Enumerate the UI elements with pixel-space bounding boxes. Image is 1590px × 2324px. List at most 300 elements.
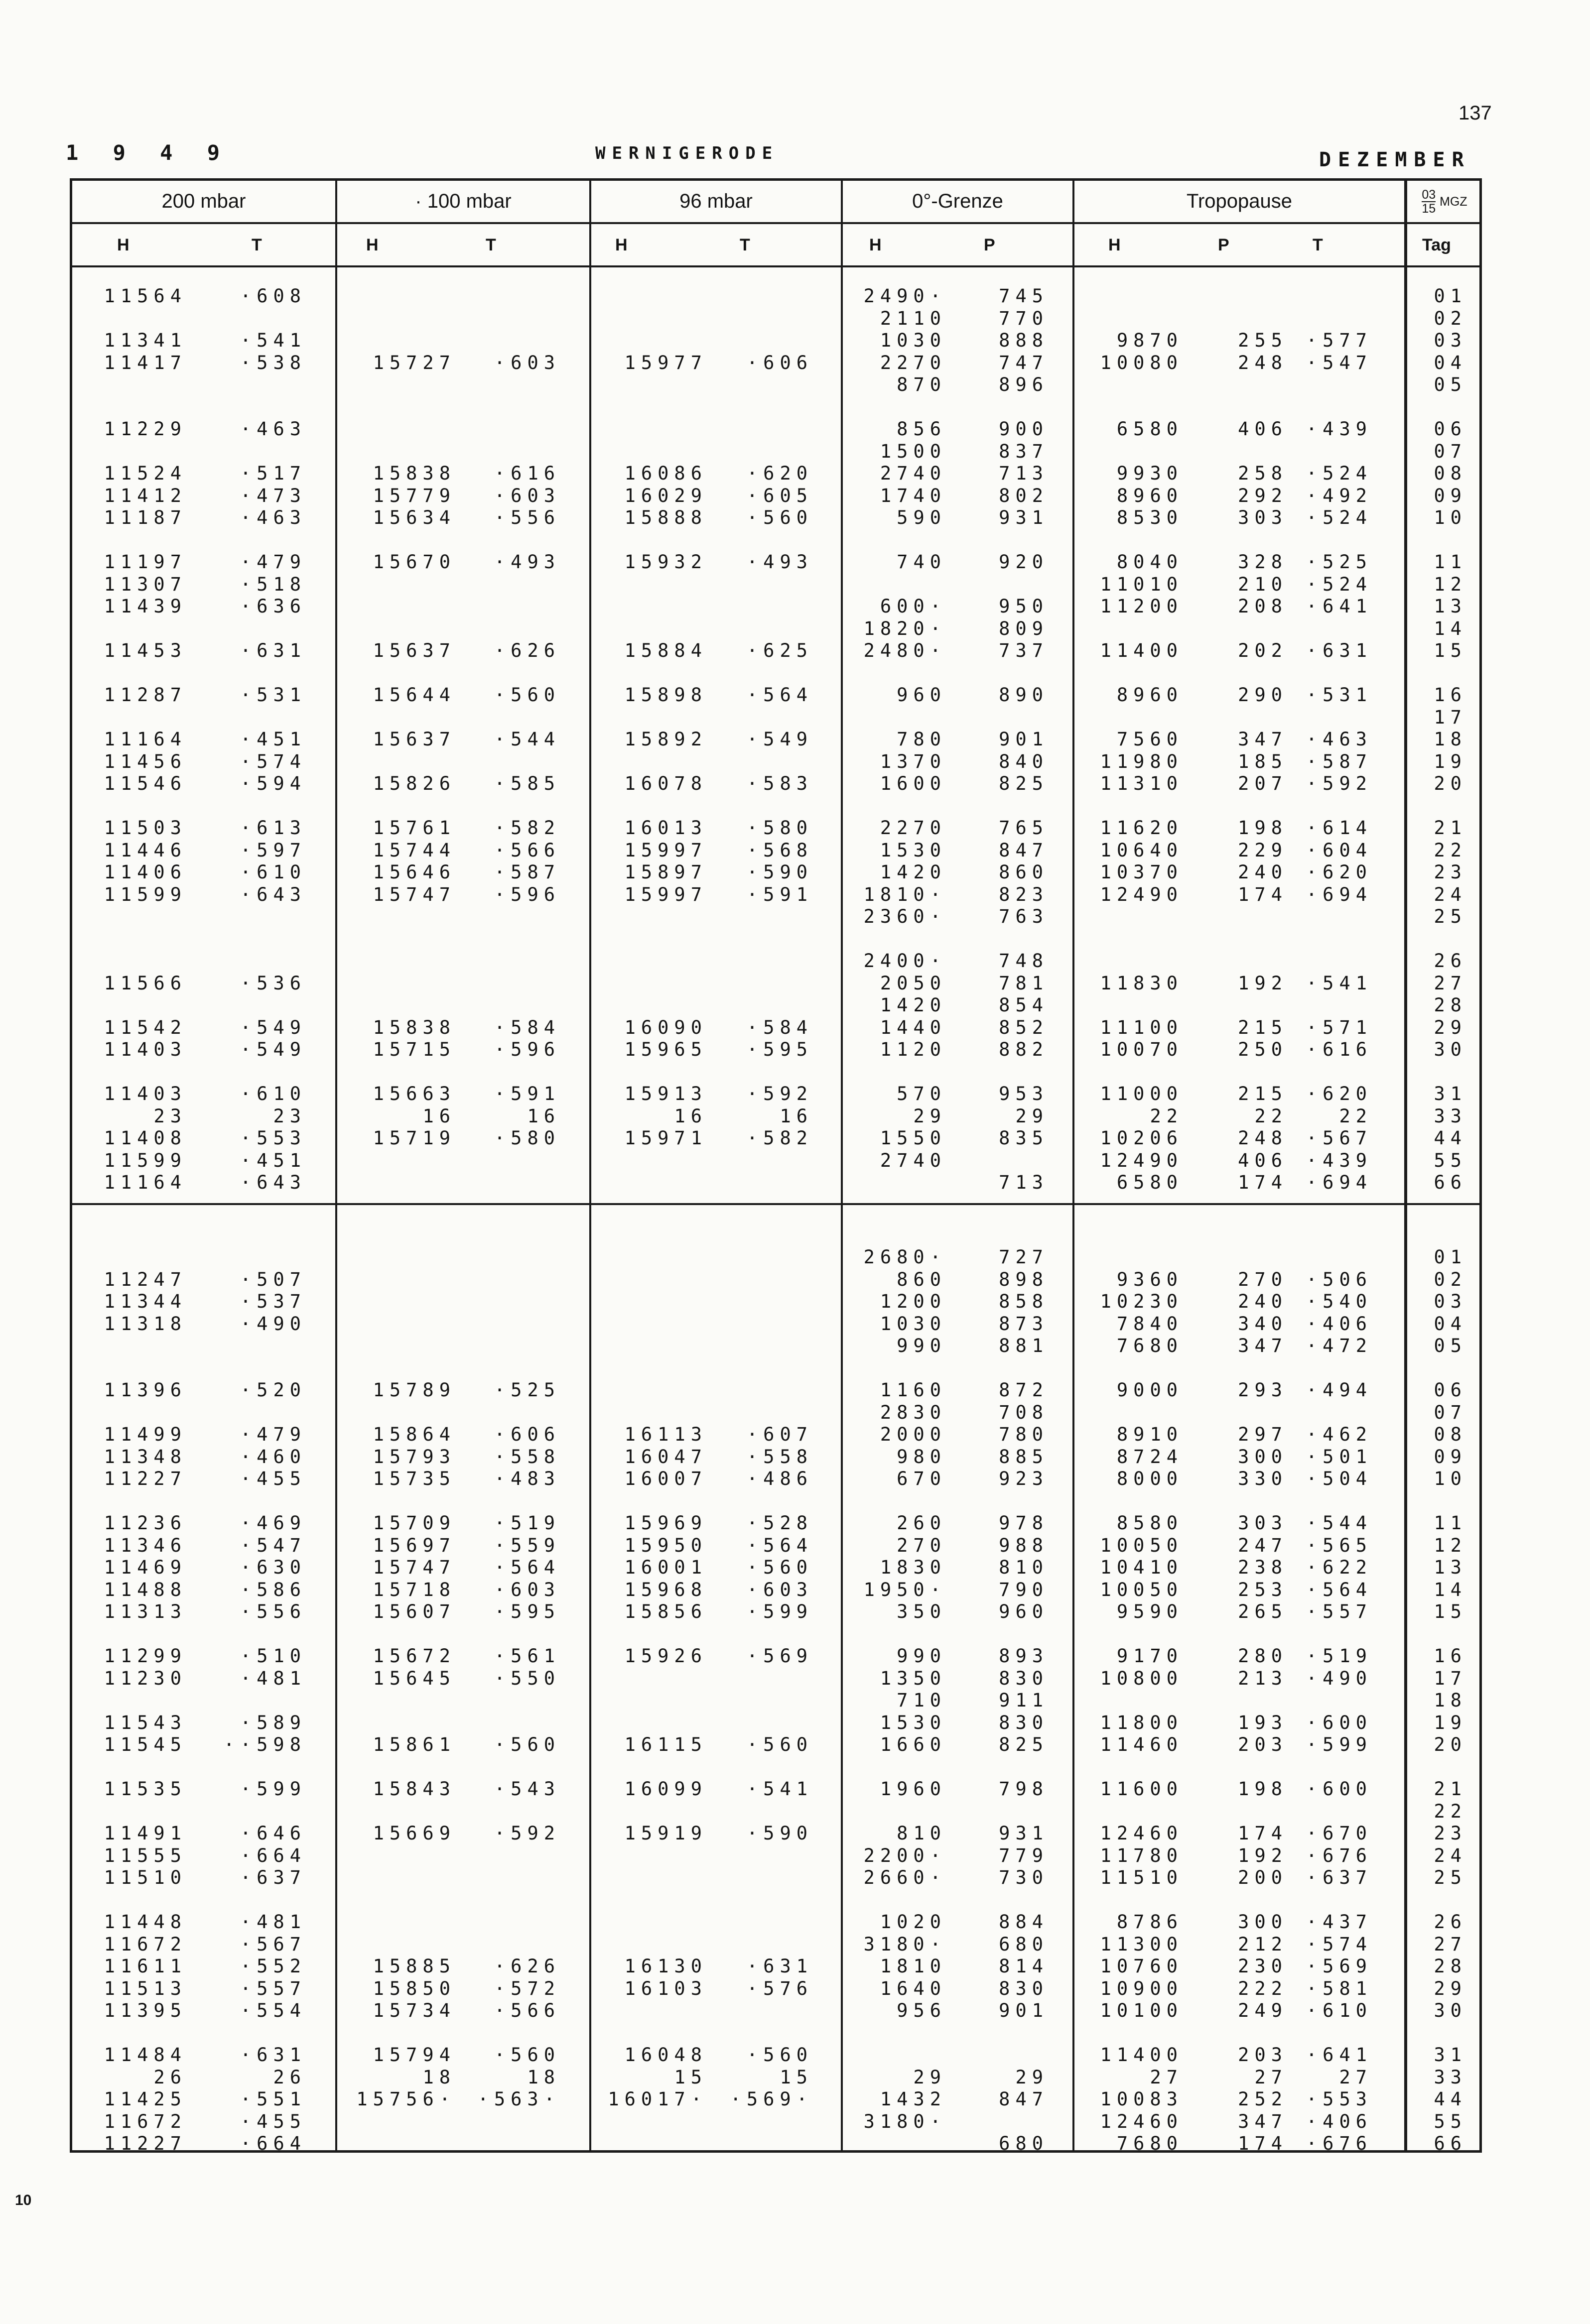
table-cell: ·525 (1306, 551, 1372, 573)
day-cell: 26 (1434, 1911, 1467, 1933)
table-cell: ·543 (494, 1778, 560, 1800)
table-cell: 11000 (1100, 1083, 1183, 1104)
table-cell: 11564 (104, 285, 187, 307)
table-cell: ·574 (240, 751, 306, 772)
table-cell: 745 (999, 285, 1049, 307)
day-cell: 03 (1434, 330, 1467, 351)
table-cell: 770 (999, 308, 1049, 329)
subheader-2: H (366, 236, 379, 254)
table-cell: ·631 (746, 1956, 813, 1977)
table-cell: 881 (999, 1335, 1049, 1356)
table-cell: ·643 (240, 1172, 306, 1193)
table-cell: 1500 (880, 441, 946, 462)
table-cell: 16001 (624, 1557, 707, 1578)
table-row (72, 330, 1479, 352)
table-cell: ·558 (746, 1446, 813, 1468)
subheader-5: T (740, 236, 750, 254)
table-cell: 2830 (880, 1402, 946, 1423)
table-cell: ·616 (494, 463, 560, 484)
table-cell: 1950· (863, 1579, 946, 1600)
table-cell: ·599 (1306, 1734, 1372, 1755)
table-row (72, 1668, 1479, 1690)
table-cell: ·614 (1306, 817, 1372, 839)
table-cell: ·596 (494, 1039, 560, 1060)
table-cell: 590 (897, 507, 946, 528)
table-cell: ·494 (1306, 1379, 1372, 1401)
table-cell: 11439 (104, 596, 187, 617)
table-cell: ·490 (240, 1313, 306, 1335)
table-row (72, 2000, 1479, 2022)
table-cell: 16113 (624, 1424, 707, 1445)
table-cell: 978 (999, 1512, 1049, 1534)
table-cell: 11456 (104, 751, 187, 772)
table-cell: ·560 (746, 1557, 813, 1578)
table-row (72, 1105, 1479, 1127)
table-cell: 15856 (624, 1601, 707, 1622)
table-cell: 1530 (880, 840, 946, 861)
table-cell: 11403 (104, 1083, 187, 1104)
table-cell: 810 (897, 1823, 946, 1844)
subheader-6: H (869, 236, 882, 254)
table-cell: 920 (999, 551, 1049, 573)
table-cell: ·563· (477, 2088, 560, 2110)
table-cell: 15644 (373, 684, 456, 706)
table-cell: 15892 (624, 729, 707, 750)
table-cell: 2480· (863, 640, 946, 661)
table-cell: ·520 (240, 1379, 306, 1401)
table-cell: ·463 (240, 507, 306, 528)
day-cell: 19 (1434, 1712, 1467, 1733)
table-cell: 406 (1238, 1150, 1288, 1171)
table-cell: ·576 (746, 1978, 813, 1999)
table-cell: 1350 (880, 1668, 946, 1689)
table-cell: 860 (999, 861, 1049, 883)
table-cell: ·592 (1306, 773, 1372, 794)
table-row (72, 1867, 1479, 1889)
table-cell: 11408 (104, 1127, 187, 1149)
table-cell: 9590 (1116, 1601, 1183, 1622)
table-cell: ·439 (1306, 418, 1372, 440)
table-cell: ·569· (730, 2088, 813, 2110)
table-cell: 215 (1238, 1017, 1288, 1038)
table-cell: 11448 (104, 1911, 187, 1933)
table-cell: 15637 (373, 640, 456, 661)
table-cell: 953 (999, 1083, 1049, 1104)
table-row (72, 1579, 1479, 1601)
table-cell: 893 (999, 1645, 1049, 1667)
table-cell: 247 (1238, 1535, 1288, 1556)
subheader-9: P (1218, 236, 1229, 254)
day-cell: 24 (1434, 884, 1467, 905)
table-cell: 8960 (1116, 485, 1183, 506)
table-cell: 11611 (104, 1956, 187, 1977)
day-cell: 08 (1434, 463, 1467, 484)
table-row (72, 1083, 1479, 1105)
day-cell: 44 (1434, 1127, 1467, 1149)
table-cell: ·567 (240, 1934, 306, 1955)
mgz-frac-top: 03 (1422, 187, 1436, 202)
day-cell: 16 (1434, 684, 1467, 706)
table-cell: 15898 (624, 684, 707, 706)
year-label: 1 9 4 9 (66, 140, 231, 165)
table-cell: 222 (1238, 1978, 1288, 1999)
table-cell: 780 (999, 1424, 1049, 1445)
table-cell: 212 (1238, 1934, 1288, 1955)
table-cell: ·560 (746, 1734, 813, 1755)
table-row (72, 1335, 1479, 1357)
table-cell: ·550 (494, 1668, 560, 1689)
table-cell: 11400 (1100, 640, 1183, 661)
table-cell: 290 (1238, 684, 1288, 706)
table-cell: 830 (999, 1978, 1049, 1999)
table-cell: 810 (999, 1557, 1049, 1578)
table-cell: 570 (897, 1083, 946, 1104)
subheader-11: Tag (1422, 236, 1451, 254)
table-cell: ·506 (1306, 1269, 1372, 1290)
table-cell: 2050 (880, 973, 946, 994)
table-cell: 210 (1238, 574, 1288, 595)
table-cell: 11513 (104, 1978, 187, 1999)
table-cell: ·541 (240, 330, 306, 351)
table-cell: 347 (1238, 2111, 1288, 2132)
table-cell: ·582 (494, 817, 560, 839)
table-cell: 823 (999, 884, 1049, 905)
table-cell: 16029 (624, 485, 707, 506)
table-cell: 11187 (104, 507, 187, 528)
table-cell: ·556 (240, 1601, 306, 1622)
table-cell: ·646 (240, 1823, 306, 1844)
day-cell: 13 (1434, 1557, 1467, 1578)
table-cell: ·599 (746, 1601, 813, 1622)
table-cell: ·479 (240, 551, 306, 573)
table-cell: 1440 (880, 1017, 946, 1038)
table-cell: ·565 (1306, 1535, 1372, 1556)
table-cell: 713 (999, 463, 1049, 484)
table-cell: 15997 (624, 840, 707, 861)
header-0-grenze: 0°-Grenze (912, 190, 1003, 212)
table-row (72, 840, 1479, 861)
table-cell: 11229 (104, 418, 187, 440)
table-cell: 856 (897, 418, 946, 440)
table-cell: 3180· (863, 1934, 946, 1955)
table-cell: 22 (1254, 1105, 1288, 1127)
table-cell: ·631 (240, 2044, 306, 2066)
table-cell: 747 (999, 352, 1049, 373)
table-cell: ·637 (240, 1867, 306, 1888)
table-cell: 340 (1238, 1313, 1288, 1335)
table-cell: 1640 (880, 1978, 946, 1999)
table-cell: ·406 (1306, 2111, 1372, 2132)
table-cell: 740 (897, 551, 946, 573)
table-cell: ·590 (746, 1823, 813, 1844)
day-cell: 55 (1434, 1150, 1467, 1171)
table-cell: 11980 (1100, 751, 1183, 772)
table-cell: 713 (999, 1172, 1049, 1193)
table-cell: 15637 (373, 729, 456, 750)
table-cell: 15884 (624, 640, 707, 661)
table-cell: ·582 (746, 1127, 813, 1149)
table-cell: 2000 (880, 1424, 946, 1445)
table-cell: 2270 (880, 352, 946, 373)
table-cell: 174 (1238, 2133, 1288, 2154)
table-cell: 8000 (1116, 1468, 1183, 1489)
table-cell: ·600 (1306, 1712, 1372, 1733)
table-cell: 8040 (1116, 551, 1183, 573)
table-cell: 10050 (1100, 1535, 1183, 1556)
table-cell: 15747 (373, 884, 456, 905)
table-cell: 174 (1238, 884, 1288, 905)
table-cell: 15794 (373, 2044, 456, 2066)
table-cell: ·605 (746, 485, 813, 506)
table-cell: 207 (1238, 773, 1288, 794)
table-cell: ·557 (240, 1978, 306, 1999)
table-cell: 780 (897, 729, 946, 750)
table-cell: 858 (999, 1291, 1049, 1312)
day-cell: 13 (1434, 596, 1467, 617)
day-cell: 02 (1434, 1269, 1467, 1290)
table-cell: 15971 (624, 1127, 707, 1149)
table-cell: ·564 (746, 684, 813, 706)
table-cell: 7680 (1116, 1335, 1183, 1356)
table-cell: 18 (422, 2067, 456, 2088)
table-cell: 931 (999, 507, 1049, 528)
table-cell: ·603 (494, 485, 560, 506)
table-cell: ·583 (746, 773, 813, 794)
table-cell: ·451 (240, 729, 306, 750)
table-cell: ·599 (240, 1778, 306, 1800)
table-cell: 8960 (1116, 684, 1183, 706)
table-cell: 11417 (104, 352, 187, 373)
table-row (72, 2111, 1479, 2133)
day-cell: 44 (1434, 2088, 1467, 2110)
table-cell: ·590 (746, 861, 813, 883)
table-cell: ·517 (240, 463, 306, 484)
table-cell: 830 (999, 1668, 1049, 1689)
table-cell: 15735 (373, 1468, 456, 1489)
table-row (72, 729, 1479, 750)
table-cell: 16086 (624, 463, 707, 484)
table-cell: 11510 (1100, 1867, 1183, 1888)
table-cell: 956 (897, 2000, 946, 2021)
table-cell: 11543 (104, 1712, 187, 1733)
table-cell: 708 (999, 1402, 1049, 1423)
table-cell: 29 (913, 2067, 946, 2088)
day-cell: 66 (1434, 2133, 1467, 2154)
table-cell: 10100 (1100, 2000, 1183, 2021)
table-cell: 15965 (624, 1039, 707, 1060)
table-cell: 11566 (104, 973, 187, 994)
table-cell: 15715 (373, 1039, 456, 1060)
table-row (72, 817, 1479, 839)
table-cell: 11600 (1100, 1778, 1183, 1800)
day-cell: 25 (1434, 906, 1467, 927)
day-cell: 16 (1434, 1645, 1467, 1667)
day-cell: 20 (1434, 773, 1467, 794)
table-row (72, 1468, 1479, 1490)
table-cell: 10760 (1100, 1956, 1183, 1977)
table-cell: 814 (999, 1956, 1049, 1977)
table-cell: ·561 (494, 1645, 560, 1667)
day-cell: 21 (1434, 1778, 1467, 1800)
table-cell: 600· (880, 596, 946, 617)
table-cell: 23 (153, 1105, 187, 1127)
day-cell: 28 (1434, 1956, 1467, 1977)
table-cell: 15607 (373, 1601, 456, 1622)
table-cell: 680 (999, 1934, 1049, 1955)
table-cell: 270 (1238, 1269, 1288, 1290)
table-cell: 11287 (104, 684, 187, 706)
table-cell: ·584 (494, 1017, 560, 1038)
table-cell: ·592 (746, 1083, 813, 1104)
table-cell: ·641 (1306, 596, 1372, 617)
table-cell: 911 (999, 1690, 1049, 1711)
table-cell: 898 (999, 1269, 1049, 1290)
table-cell: 15968 (624, 1579, 707, 1600)
table-cell: 11318 (104, 1313, 187, 1335)
table-cell: 15838 (373, 1017, 456, 1038)
table-cell: ·572 (494, 1978, 560, 1999)
table-cell: ·597 (240, 840, 306, 861)
table-row (72, 2133, 1479, 2155)
table-cell: ·473 (240, 485, 306, 506)
table-row (72, 1424, 1479, 1446)
table-cell: 11672 (104, 1934, 187, 1955)
table-cell: 11535 (104, 1778, 187, 1800)
day-cell: 33 (1434, 1105, 1467, 1127)
table-cell: ·581 (1306, 1978, 1372, 1999)
table-row (72, 751, 1479, 773)
table-cell: 11227 (104, 1468, 187, 1489)
table-cell: 15761 (373, 817, 456, 839)
day-cell: 02 (1434, 308, 1467, 329)
day-cell: 30 (1434, 1039, 1467, 1060)
table-cell: 15734 (373, 2000, 456, 2021)
table-cell: ·626 (494, 1956, 560, 1977)
table-cell: 2360· (863, 906, 946, 927)
day-cell: 12 (1434, 1535, 1467, 1556)
table-cell: 1550 (880, 1127, 946, 1149)
table-row (72, 507, 1479, 529)
table-cell: 847 (999, 2088, 1049, 2110)
table-cell: 901 (999, 729, 1049, 750)
table-cell: 300 (1238, 1446, 1288, 1468)
table-cell: 11524 (104, 463, 187, 484)
table-cell: 280 (1238, 1645, 1288, 1667)
table-cell: 27 (1339, 2067, 1372, 2088)
table-cell: 7560 (1116, 729, 1183, 750)
table-cell: ·537 (240, 1291, 306, 1312)
table-cell: 1030 (880, 1313, 946, 1335)
table-cell: 15977 (624, 352, 707, 373)
table-cell: 12460 (1100, 1823, 1183, 1844)
table-cell: ·483 (494, 1468, 560, 1489)
table-cell: ·694 (1306, 1172, 1372, 1193)
table-cell: 292 (1238, 485, 1288, 506)
table-cell: 890 (999, 684, 1049, 706)
table-cell: ·460 (240, 1446, 306, 1468)
table-row (72, 1379, 1479, 1401)
table-cell: 193 (1238, 1712, 1288, 1733)
table-cell: ·564 (1306, 1579, 1372, 1600)
table-cell: 840 (999, 751, 1049, 772)
table-cell: 1830 (880, 1557, 946, 1578)
table-cell: ·607 (746, 1424, 813, 1445)
day-cell: 03 (1434, 1291, 1467, 1312)
table-cell: ·463 (240, 418, 306, 440)
day-cell: 07 (1434, 1402, 1467, 1423)
table-row (72, 596, 1479, 617)
table-cell: 15969 (624, 1512, 707, 1534)
day-cell: 01 (1434, 1246, 1467, 1268)
table-cell: 901 (999, 2000, 1049, 2021)
table-row (72, 1801, 1479, 1823)
table-cell: 10800 (1100, 1668, 1183, 1689)
table-cell: ·620 (1306, 1083, 1372, 1104)
table-cell: 11227 (104, 2133, 187, 2154)
table-cell: 11510 (104, 1867, 187, 1888)
table-cell: 198 (1238, 817, 1288, 839)
table-cell: 328 (1238, 551, 1288, 573)
table-cell: ·525 (494, 1379, 560, 1401)
table-row (72, 1512, 1479, 1534)
mgz-frac-bottom: 15 (1422, 201, 1436, 216)
table-row (72, 485, 1479, 507)
table-cell: 213 (1238, 1668, 1288, 1689)
day-cell: 17 (1434, 707, 1467, 728)
subheader-1: T (252, 236, 262, 254)
table-cell: 10640 (1100, 840, 1183, 861)
day-cell: 01 (1434, 285, 1467, 307)
table-cell: 950 (999, 596, 1049, 617)
table-cell: 11425 (104, 2088, 187, 2110)
table-cell: ·560 (494, 684, 560, 706)
table-cell: ·455 (240, 2111, 306, 2132)
table-cell: ·567 (1306, 1127, 1372, 1149)
day-cell: 06 (1434, 418, 1467, 440)
day-cell: 11 (1434, 1512, 1467, 1534)
day-cell: 21 (1434, 817, 1467, 839)
table-row (72, 1039, 1479, 1061)
table-cell: 300 (1238, 1911, 1288, 1933)
table-cell: ·544 (494, 729, 560, 750)
table-cell: 11780 (1100, 1845, 1183, 1866)
table-row (72, 1150, 1479, 1172)
table-cell: 1120 (880, 1039, 946, 1060)
day-cell: 04 (1434, 1313, 1467, 1335)
day-cell: 09 (1434, 485, 1467, 506)
table-cell: 16115 (624, 1734, 707, 1755)
table-cell: 22 (1339, 1105, 1372, 1127)
table-cell: 303 (1238, 1512, 1288, 1534)
table-row (72, 1911, 1479, 1933)
table-cell: 174 (1238, 1172, 1288, 1193)
table-cell: 1200 (880, 1291, 946, 1312)
table-cell: ·643 (240, 884, 306, 905)
table-cell: 29 (1015, 2067, 1049, 2088)
table-row (72, 1402, 1479, 1424)
table-row (72, 1269, 1479, 1291)
table-cell: 8786 (1116, 1911, 1183, 1933)
table-cell: 330 (1238, 1468, 1288, 1489)
table-cell: ·591 (494, 1083, 560, 1104)
table-row (72, 884, 1479, 906)
table-cell: 873 (999, 1313, 1049, 1335)
table-cell: 203 (1238, 2044, 1288, 2066)
table-cell: 15997 (624, 884, 707, 905)
table-cell: 852 (999, 1017, 1049, 1038)
table-row (72, 2088, 1479, 2110)
table-cell: 15897 (624, 861, 707, 883)
